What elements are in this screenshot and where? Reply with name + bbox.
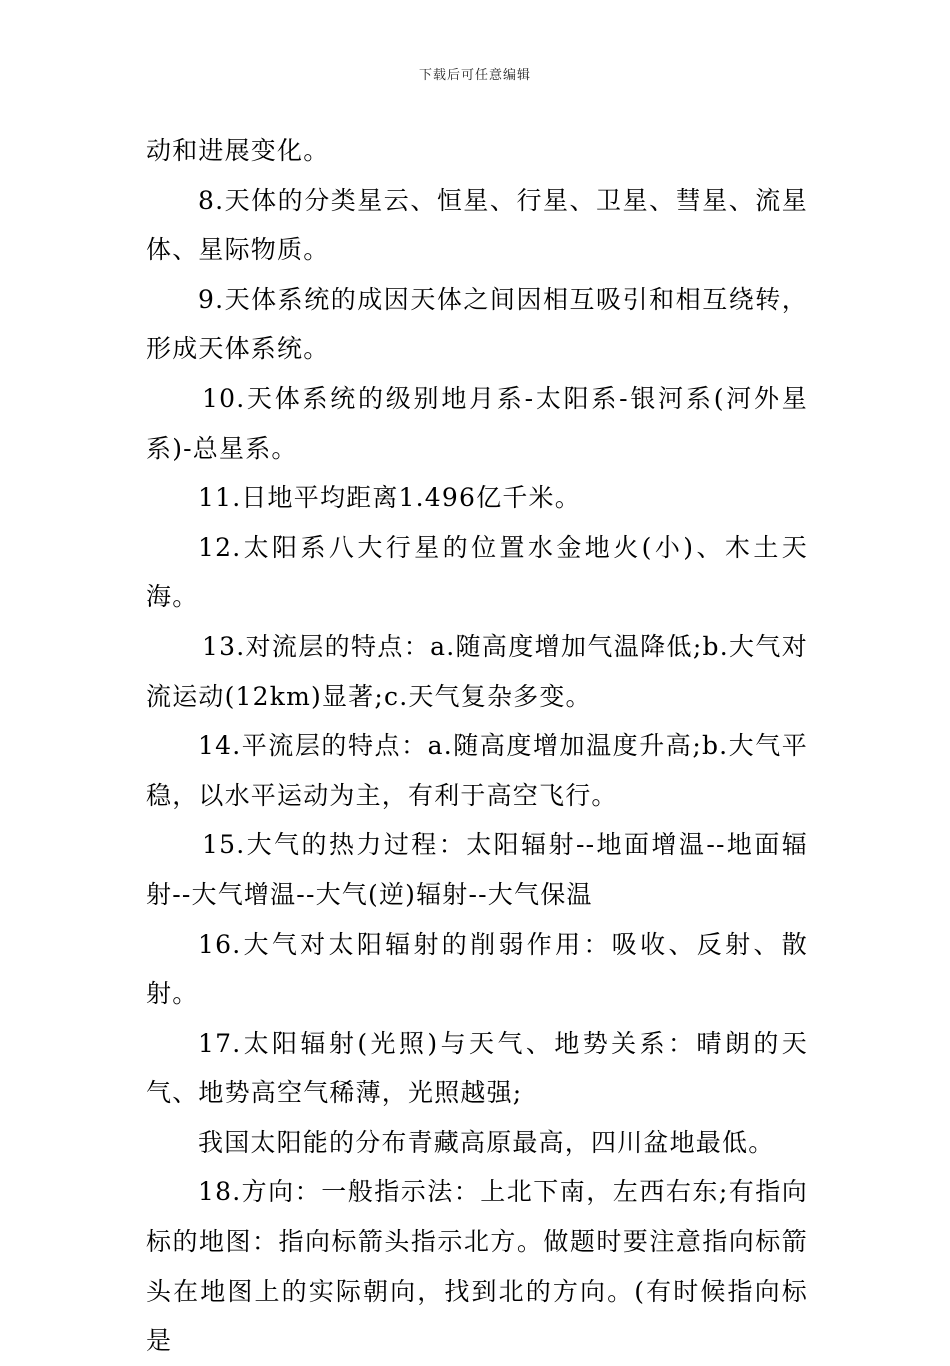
paragraph-item-8: 8.天体的分类星云、恒星、行星、卫星、彗星、流星体、星际物质。 xyxy=(146,185,808,265)
paragraph-item-17: 17.太阳辐射(光照)与天气、地势关系：晴朗的天气、地势高空气稀薄，光照越强; xyxy=(146,1028,808,1108)
paragraph-item-16: 16.大气对太阳辐射的削弱作用：吸收、反射、散射。 xyxy=(146,929,808,1009)
paragraph-item-13: 13.对流层的特点：a.随高度增加气温降低;b.大气对流运动(12km)显著;c.天气复杂多变。 xyxy=(146,631,808,711)
document-body xyxy=(146,126,808,1366)
paragraph-item-18: 18.方向：一般指示法：上北下南，左西右东;有指向标的地图：指向标箭头指示北方。做题时要注意指向标箭头在地图上的实际朝向，找到北的方向。(有时候指向标是 xyxy=(146,1177,808,1356)
paragraph-solar-distribution: 我国太阳能的分布青藏高原最高，四川盆地最低。 xyxy=(198,1127,775,1157)
page-header: 下载后可任意编辑 xyxy=(418,68,531,83)
paragraph-item-9: 9.天体系统的成因天体之间因相互吸引和相互绕转，形成天体系统。 xyxy=(146,284,808,364)
paragraph-item-10: 10.天体系统的级别地月系-太阳系-银河系(河外星系)-总星系。 xyxy=(146,383,808,463)
paragraph-item-15: 15.大气的热力过程：太阳辐射--地面增温--地面辐射--大气增温--大气(逆)辐射--大气保温 xyxy=(146,830,808,909)
paragraph-item-14: 14.平流层的特点：a.随高度增加温度升高;b.大气平稳，以水平运动为主，有利于高空飞行。 xyxy=(146,731,808,810)
paragraph-item-11: 11.日地平均距离1.496亿千米。 xyxy=(198,483,581,513)
paragraph-continuation: 动和进展变化。 xyxy=(146,136,330,165)
paragraph-item-12: 12.太阳系八大行星的位置水金地火(小)、木土天海。 xyxy=(146,532,808,612)
